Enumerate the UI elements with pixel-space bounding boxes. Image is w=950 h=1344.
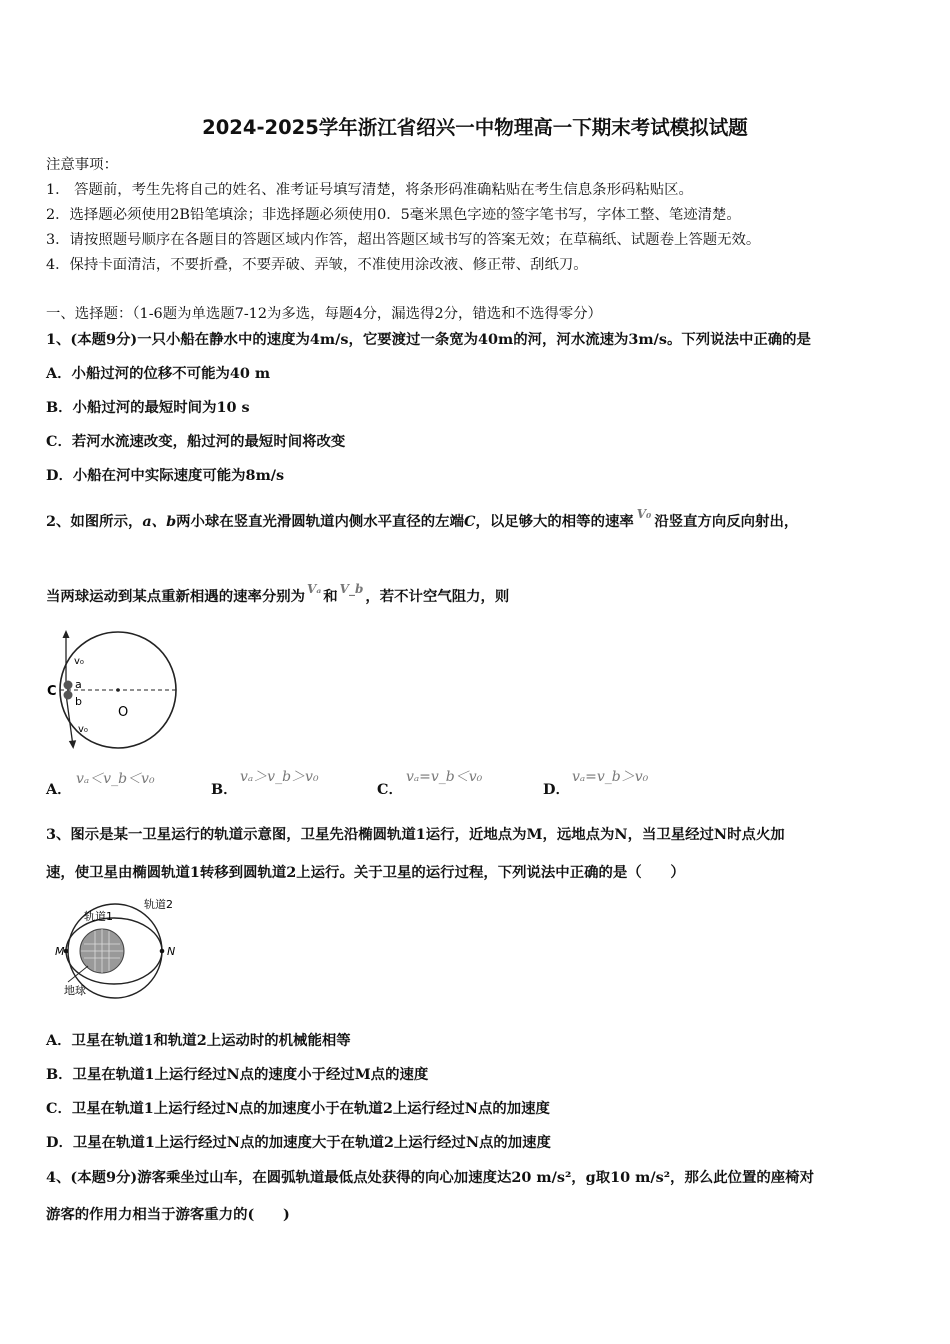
q2-stem-b: 两小球在竖直光滑圆轨道内侧水平直径的左端 (176, 513, 464, 530)
label-orbit2: 轨道2 (144, 898, 173, 911)
q1-option-b: B．小船过河的最短时间为10 s (46, 399, 250, 416)
ball-a (64, 681, 73, 690)
q2-v0-symbol: V₀ (636, 507, 652, 521)
q3-option-a: A．卫星在轨道1和轨道2上运动时的机械能相等 (46, 1032, 351, 1049)
ball-b (64, 691, 73, 700)
q2-line2-a: 当两球运动到某点重新相遇的速率分别为 (46, 588, 306, 605)
q2-he: 和 (323, 588, 338, 605)
q3-stem-line1: 3、图示是某一卫星运行的轨道示意图，卫星先沿椭圆轨道1运行，近地点为M，远地点为N，当卫星经过N时点火加 (46, 826, 785, 843)
q2-stem-c: ，以足够大的相等的速率 (475, 513, 634, 530)
up-arrowhead-icon (63, 630, 70, 638)
q2-circle-figure (44, 628, 184, 753)
label-earth: 地球 (64, 984, 86, 997)
section-heading: 一、选择题：（1-6题为单选题7-12为多选，每题4分，漏选得2分，错选和不选得零分） (46, 306, 602, 322)
label-orbit1: 轨道1 (84, 910, 113, 923)
center-point (116, 688, 120, 692)
label-n: N (167, 945, 176, 958)
q2-option-c-expr: vₐ=v_b＜v₀ (406, 769, 483, 785)
label-v0-top: v₀ (74, 656, 84, 667)
q2-option-c-label: C． (377, 781, 403, 798)
q4-stem-line2: 游客的作用力相当于游客重力的( ) (46, 1206, 290, 1223)
down-arrowhead-icon (69, 740, 76, 749)
notice-item: 2．选择题必须使用2B铅笔填涂；非选择题必须使用0．5毫米黑色字迹的签字笔书写，字体工整、笔迹清楚。 (46, 207, 741, 223)
q2-vb-symbol: V_b (339, 582, 364, 596)
q2-va-symbol: Vₐ (307, 582, 322, 596)
label-a: a (75, 678, 82, 691)
notice-item: 1． 答题前，考生先将自己的姓名、准考证号填写清楚，将条形码准确粘贴在考生信息条形码粘贴区。 (46, 182, 693, 198)
q1-option-d: D．小船在河中实际速度可能为8m/s (46, 467, 285, 484)
q1-option-c: C．若河水流速改变，船过河的最短时间将改变 (46, 433, 346, 450)
down-arrow-icon (66, 694, 73, 746)
q1-stem: 1、(本题9分)一只小船在静水中的速度为4m/s，它要渡过一条宽为40m的河，河水流速为3m/s。下列说法中正确的是 (46, 331, 811, 348)
point-n (160, 949, 165, 954)
q1-option-a: A．小船过河的位移不可能为40 m (46, 365, 271, 382)
label-b: b (75, 695, 82, 708)
label-m: M (55, 945, 65, 958)
q2-option-a-label: A． (46, 781, 72, 798)
q2-stem-line2 (46, 582, 510, 606)
label-v0-bottom: v₀ (78, 724, 88, 735)
q3-option-b: B．卫星在轨道1上运行经过N点的速度小于经过M点的速度 (46, 1066, 429, 1083)
notice-item: 3．请按照题号顺序在各题目的答题区域内作答，超出答题区域书写的答案无效；在草稿纸、试题卷上答题无效。 (46, 232, 761, 248)
q3-option-c: C．卫星在轨道1上运行经过N点的加速度小于在轨道2上运行经过N点的加速度 (46, 1100, 550, 1117)
q3-orbit-figure (44, 894, 189, 1000)
q2-stem-d: 沿竖直方向反向射出， (654, 513, 799, 530)
q2-option-b-label: B． (211, 781, 238, 798)
q2-c: C (463, 513, 476, 530)
q2-option-b-expr: vₐ＞v_b＞v₀ (240, 769, 319, 785)
q2-stem (46, 507, 799, 531)
label-o: O (118, 705, 129, 720)
q2-option-d-label: D． (543, 781, 570, 798)
q2-line2-b: ，若不计空气阻力，则 (365, 588, 510, 605)
q2-stem-a: 2、如图所示， (46, 513, 143, 530)
q3-stem-line2: 速，使卫星由椭圆轨道1转移到圆轨道2上运行。关于卫星的运行过程，下列说法中正确的是（ ） (46, 864, 685, 881)
q2-option-d-expr: vₐ=v_b＞v₀ (572, 769, 649, 785)
label-c: C (47, 684, 57, 699)
q2-option-a-expr: vₐ＜v_b＜v₀ (76, 771, 155, 787)
q4-stem-line1: 4、(本题9分)游客乘坐过山车，在圆弧轨道最低点处获得的向心加速度达20 m/s²，g取10 m/s²，那么此位置的座椅对 (46, 1169, 814, 1186)
q3-option-d: D．卫星在轨道1上运行经过N点的加速度大于在轨道2上运行经过N点的加速度 (46, 1134, 551, 1151)
page-title: 2024-2025学年浙江省绍兴一中物理高一下期末考试模拟试题 (202, 116, 748, 139)
notice-heading: 注意事项： (46, 157, 118, 173)
q2-ab: a、b (142, 513, 177, 530)
notice-item: 4．保持卡面清洁，不要折叠，不要弄破、弄皱，不准使用涂改液、修正带、刮纸刀。 (46, 257, 588, 273)
